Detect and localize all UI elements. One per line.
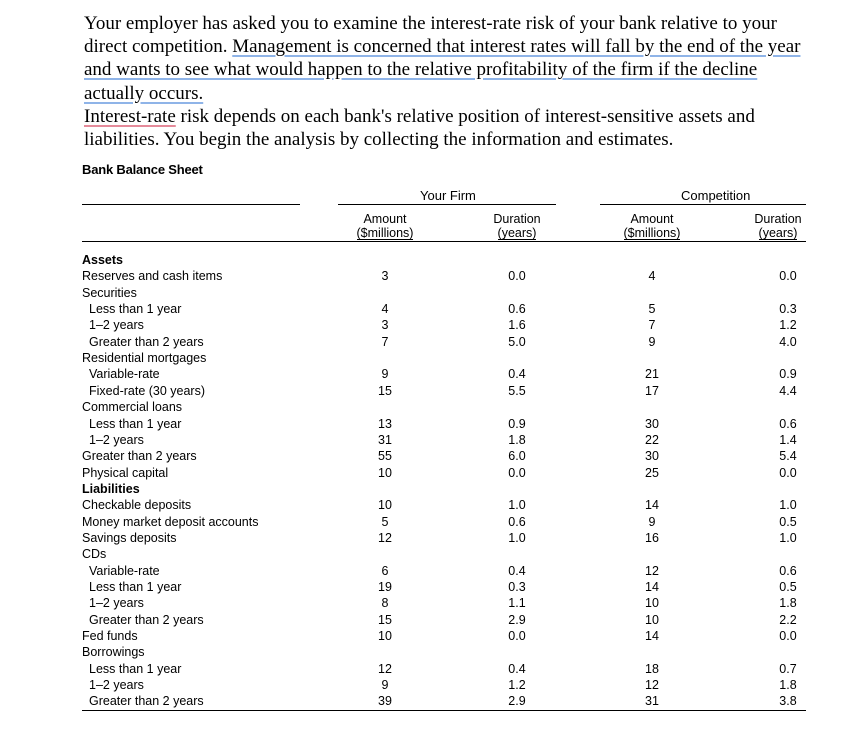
row-label: Commercial loans (82, 400, 183, 415)
table-row (0, 301, 847, 317)
row-label: Less than 1 year (89, 580, 182, 594)
col-header-label: Duration (754, 212, 802, 226)
table-row (0, 268, 847, 284)
cell-firm-duration: 0.0 (508, 465, 526, 480)
intro-sentence-1: Your employer has asked you to examine the interest-rate risk of your bank relative to your direct competition. (84, 13, 777, 58)
table-row (0, 595, 847, 611)
cell-firm-duration: 1.6 (508, 318, 526, 333)
row-label: Fed funds (82, 629, 138, 644)
cell-comp-duration: 3.8 (779, 694, 797, 709)
cell-comp-duration: 0.6 (779, 416, 797, 431)
table-row (0, 481, 847, 497)
cell-firm-amount: 8 (381, 596, 389, 611)
cell-firm-amount: 12 (378, 661, 392, 676)
cell-firm-duration: 1.2 (508, 678, 526, 693)
cell-firm-duration: 6.0 (508, 449, 526, 464)
cell-comp-amount: 9 (648, 514, 656, 529)
row-label: Greater than 2 years (89, 334, 204, 349)
cell-firm-duration: 5.5 (508, 383, 526, 398)
cell-comp-duration: 0.0 (779, 465, 797, 480)
col-header-unit: (years) (758, 225, 798, 240)
row-label: Residential mortgages (82, 351, 207, 366)
cell-comp-duration: 0.0 (779, 269, 797, 284)
group-rule-firm (338, 204, 556, 205)
cell-comp-duration: 0.9 (779, 367, 797, 382)
cell-comp-duration: 4.0 (779, 334, 797, 349)
table-row (0, 693, 847, 709)
cell-comp-duration: 0.6 (779, 563, 797, 578)
cell-firm-duration: 1.0 (508, 498, 526, 513)
table-row (0, 563, 847, 579)
cell-comp-amount: 10 (645, 612, 659, 627)
cell-firm-duration: 1.0 (508, 530, 526, 545)
table-row (0, 661, 847, 677)
table-top-rule-left (82, 204, 300, 205)
cell-comp-amount: 12 (645, 678, 659, 693)
cell-comp-duration: 1.8 (779, 678, 797, 693)
table-row (0, 383, 847, 399)
cell-comp-amount: 5 (648, 302, 656, 317)
cell-comp-duration: 1.0 (779, 498, 797, 513)
table-row (0, 334, 847, 350)
cell-firm-duration: 0.0 (508, 629, 526, 644)
cell-firm-duration: 0.4 (508, 563, 526, 578)
row-label: 1–2 years (89, 596, 144, 611)
table-row (0, 285, 847, 301)
section-heading: Assets (82, 253, 123, 267)
col-header-firm-amount (335, 213, 435, 240)
table-row (0, 366, 847, 382)
cell-comp-duration: 5.4 (779, 449, 797, 464)
cell-firm-amount: 9 (381, 367, 389, 382)
row-label: 1–2 years (89, 318, 144, 333)
cell-firm-amount: 13 (378, 416, 392, 431)
header-bottom-rule (82, 241, 806, 242)
cell-firm-duration: 0.0 (508, 269, 526, 284)
cell-comp-amount: 17 (645, 383, 659, 398)
row-label: Greater than 2 years (82, 449, 197, 464)
table-row (0, 317, 847, 333)
cell-firm-duration: 2.9 (508, 612, 526, 627)
cell-comp-duration: 0.0 (779, 629, 797, 644)
cell-comp-amount: 9 (648, 334, 656, 349)
cell-firm-amount: 31 (378, 432, 392, 447)
col-header-comp-amount (602, 213, 702, 240)
table-row (0, 252, 847, 268)
cell-comp-duration: 0.5 (779, 580, 797, 594)
cell-firm-duration: 1.8 (508, 432, 526, 447)
cell-comp-duration: 4.4 (779, 383, 797, 398)
cell-firm-duration: 0.9 (508, 416, 526, 431)
table-row (0, 644, 847, 660)
cell-firm-amount: 10 (378, 629, 392, 644)
section-heading: Liabilities (82, 481, 140, 496)
intro-paragraph-1 (84, 12, 804, 105)
col-header-unit: (years) (497, 225, 537, 240)
intro-paragraph-2-rest: risk depends on each bank's relative position of interest-sensitive assets and liabilities. You begin the analysis by collecting the information and estimates. (84, 105, 755, 151)
row-label: Money market deposit accounts (82, 514, 259, 529)
cell-comp-amount: 12 (645, 563, 659, 578)
cell-comp-duration: 1.0 (779, 530, 797, 545)
group-header-firm: Your Firm (420, 188, 476, 203)
cell-comp-duration: 1.4 (779, 432, 797, 447)
cell-comp-amount: 7 (648, 318, 656, 333)
cell-comp-amount: 25 (645, 465, 659, 480)
cell-firm-amount: 39 (378, 694, 392, 709)
group-rule-competition (600, 204, 806, 205)
cell-firm-amount: 10 (378, 498, 392, 513)
col-header-unit: ($millions) (356, 225, 414, 240)
cell-comp-amount: 31 (645, 694, 659, 709)
cell-comp-duration: 0.7 (779, 661, 797, 676)
cell-comp-duration: 0.3 (779, 302, 797, 317)
table-row (0, 546, 847, 562)
cell-firm-amount: 6 (381, 563, 389, 578)
row-label: Fixed-rate (30 years) (89, 383, 206, 398)
cell-comp-duration: 2.2 (779, 612, 797, 627)
col-header-label: Amount (363, 212, 407, 226)
cell-comp-amount: 30 (645, 449, 659, 464)
cell-firm-amount: 15 (378, 383, 392, 398)
cell-firm-duration: 1.1 (508, 596, 526, 611)
sheet-title: Bank Balance Sheet (82, 162, 203, 177)
cell-firm-amount: 3 (381, 269, 389, 284)
row-label: Physical capital (82, 465, 169, 480)
cell-firm-duration: 5.0 (508, 334, 526, 349)
table-row (0, 612, 847, 628)
cell-firm-amount: 12 (378, 530, 392, 545)
row-label: CDs (82, 547, 107, 562)
row-label: Greater than 2 years (89, 694, 204, 709)
row-label: Savings deposits (82, 530, 177, 545)
cell-firm-amount: 15 (378, 612, 392, 627)
table-row (0, 579, 847, 595)
cell-firm-duration: 0.3 (508, 580, 526, 594)
table-row (0, 530, 847, 546)
cell-comp-amount: 30 (645, 416, 659, 431)
group-header-competition: Competition (681, 188, 751, 203)
table-row (0, 514, 847, 530)
cell-comp-amount: 14 (645, 580, 659, 594)
table-row (0, 497, 847, 513)
cell-comp-duration: 0.5 (779, 514, 797, 529)
cell-firm-amount: 3 (381, 318, 389, 333)
col-header-label: Duration (493, 212, 541, 226)
table-bottom-rule (82, 710, 806, 711)
cell-firm-amount: 19 (378, 580, 392, 594)
cell-firm-amount: 9 (381, 678, 389, 693)
cell-comp-amount: 16 (645, 530, 659, 545)
table-row (0, 399, 847, 415)
cell-comp-amount: 21 (645, 367, 659, 382)
col-header-comp-duration (738, 213, 818, 240)
cell-comp-amount: 22 (645, 432, 659, 447)
intro-paragraph-2 (84, 105, 804, 151)
col-header-unit: ($millions) (623, 225, 681, 240)
spelling-underlined-word[interactable]: Interest-rate (84, 105, 176, 127)
col-header-label: Amount (630, 212, 674, 226)
row-label: Variable-rate (89, 563, 160, 578)
row-label: Checkable deposits (82, 498, 192, 513)
intro-text (84, 12, 804, 151)
cell-comp-amount: 14 (645, 629, 659, 644)
row-label: Reserves and cash items (82, 269, 223, 284)
table-row (0, 448, 847, 464)
row-label: Less than 1 year (89, 661, 182, 676)
row-label: Variable-rate (89, 367, 160, 382)
cell-comp-duration: 1.2 (779, 318, 797, 333)
table-row (0, 432, 847, 448)
grammar-underlined-sentence[interactable]: Management is concerned that interest rates will fall by the end of the year and wants to see what would happen to the relative profitability of the firm if the decline actually occurs. (84, 36, 801, 104)
cell-firm-duration: 0.6 (508, 302, 526, 317)
row-label: 1–2 years (89, 678, 144, 693)
cell-comp-amount: 18 (645, 661, 659, 676)
cell-firm-duration: 0.6 (508, 514, 526, 529)
cell-comp-amount: 4 (648, 269, 656, 284)
table-row (0, 628, 847, 644)
cell-firm-amount: 7 (381, 334, 389, 349)
cell-firm-amount: 55 (378, 449, 392, 464)
table-row (0, 677, 847, 693)
cell-comp-amount: 10 (645, 596, 659, 611)
cell-firm-amount: 4 (381, 302, 389, 317)
row-label: Less than 1 year (89, 302, 182, 317)
col-header-firm-duration (467, 213, 567, 240)
cell-firm-duration: 0.4 (508, 661, 526, 676)
cell-firm-duration: 2.9 (508, 694, 526, 709)
cell-comp-duration: 1.8 (779, 596, 797, 611)
table-row (0, 350, 847, 366)
cell-comp-amount: 14 (645, 498, 659, 513)
row-label: 1–2 years (89, 432, 144, 447)
cell-firm-amount: 10 (378, 465, 392, 480)
table-row (0, 416, 847, 432)
row-label: Borrowings (82, 645, 145, 660)
cell-firm-amount: 5 (381, 514, 389, 529)
table-row (0, 465, 847, 481)
row-label: Securities (82, 285, 137, 300)
cell-firm-duration: 0.4 (508, 367, 526, 382)
row-label: Less than 1 year (89, 416, 182, 431)
row-label: Greater than 2 years (89, 612, 204, 627)
